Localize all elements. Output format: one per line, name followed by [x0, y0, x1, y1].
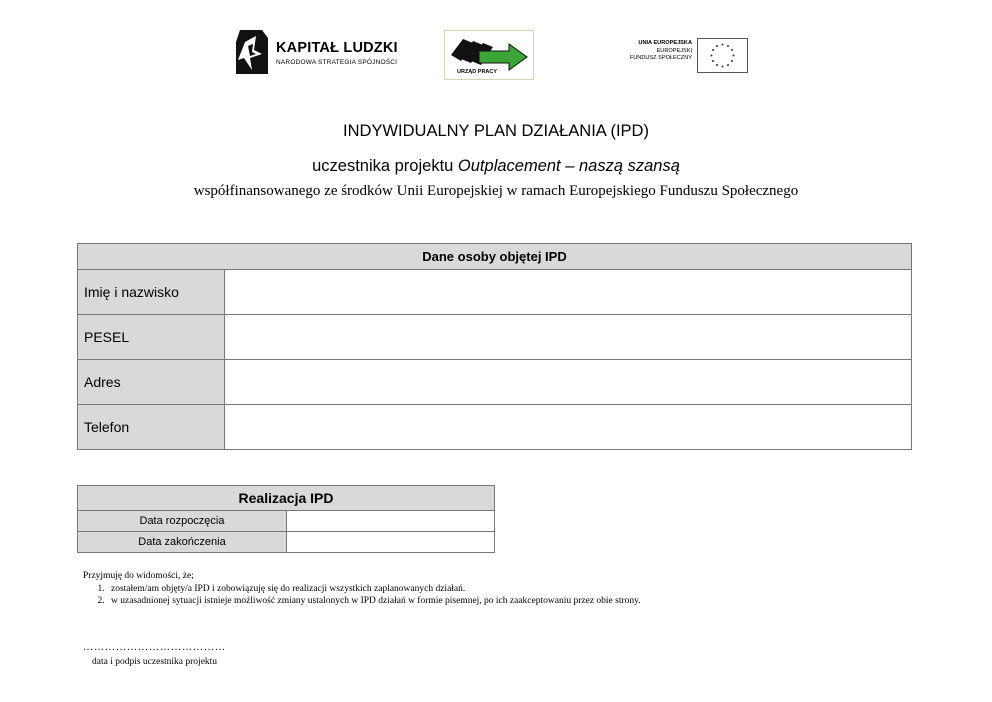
kapital-ludzki-subtitle: NARODOWA STRATEGIA SPÓJNOŚCI: [276, 59, 398, 66]
project-name: Outplacement – naszą szansą: [457, 157, 680, 175]
personal-data-table: [77, 243, 912, 450]
cofinance-note: współfinansowanego ze środków Unii Europejskiej w ramach Europejskiego Funduszu Społecznego: [193, 183, 799, 199]
name-field[interactable]: [225, 270, 912, 315]
urzad-pracy-logo: [444, 30, 534, 80]
pesel-label: PESEL: [78, 315, 225, 360]
phone-label: Telefon: [78, 405, 225, 450]
urzad-pracy-emblem-icon: [445, 31, 533, 71]
table-row: [78, 511, 495, 532]
table-row: [78, 405, 912, 450]
urzad-pracy-label: URZĄD PRACY: [457, 69, 498, 75]
table-row: [78, 315, 912, 360]
eu-text: [630, 40, 692, 63]
eu-flag-icon: [697, 38, 748, 73]
declaration: [83, 570, 641, 608]
table-row: [78, 532, 495, 553]
eu-line1: UNIA EUROPEJSKA: [638, 40, 692, 46]
phone-field[interactable]: [225, 405, 912, 450]
eu-logo: [612, 38, 752, 74]
start-date-label: Data rozpoczęcia: [78, 511, 287, 532]
table-row: [78, 360, 912, 405]
signature-label: data i podpis uczestnika projektu: [92, 657, 218, 667]
declaration-intro: Przyjmuję do widomości, że;: [83, 571, 194, 581]
document-subtitle: [0, 157, 992, 176]
kapital-ludzki-title: KAPITAŁ LUDZKI: [276, 40, 398, 56]
table-row: [78, 270, 912, 315]
address-label: Adres: [78, 360, 225, 405]
end-date-field[interactable]: [287, 532, 495, 553]
eu-line2: EUROPEJSKI: [656, 47, 692, 54]
list-item: 2. w uzasadnionej sytuacji istnieje możliwość zmiany ustalonych w IPD działań w formie pisemnej, po ich zaakceptowaniu przez obie strony.: [107, 595, 641, 608]
realization-table: [77, 485, 495, 553]
subtitle-prefix: uczestnika projektu: [312, 157, 458, 175]
kapital-ludzki-logo: [232, 28, 402, 78]
name-label: Imię i nazwisko: [78, 270, 225, 315]
signature-line: …………………………………: [83, 642, 226, 653]
realization-header: Realizacja IPD: [78, 486, 495, 511]
declaration-list: [83, 583, 641, 608]
start-date-field[interactable]: [287, 511, 495, 532]
document-title: INDYWIDUALNY PLAN DZIAŁANIA (IPD): [343, 122, 649, 140]
kapital-ludzki-emblem-icon: [232, 28, 272, 78]
eu-line3: FUNDUSZ SPOŁECZNY: [629, 55, 692, 61]
address-field[interactable]: [225, 360, 912, 405]
pesel-field[interactable]: [225, 315, 912, 360]
end-date-label: Data zakończenia: [78, 532, 287, 553]
personal-data-header: Dane osoby objętej IPD: [78, 244, 912, 270]
list-item: 1. zostałem/am objęty/a IPD i zobowiązuję się do realizacji wszystkich zaplanowanych działań.: [107, 583, 641, 596]
